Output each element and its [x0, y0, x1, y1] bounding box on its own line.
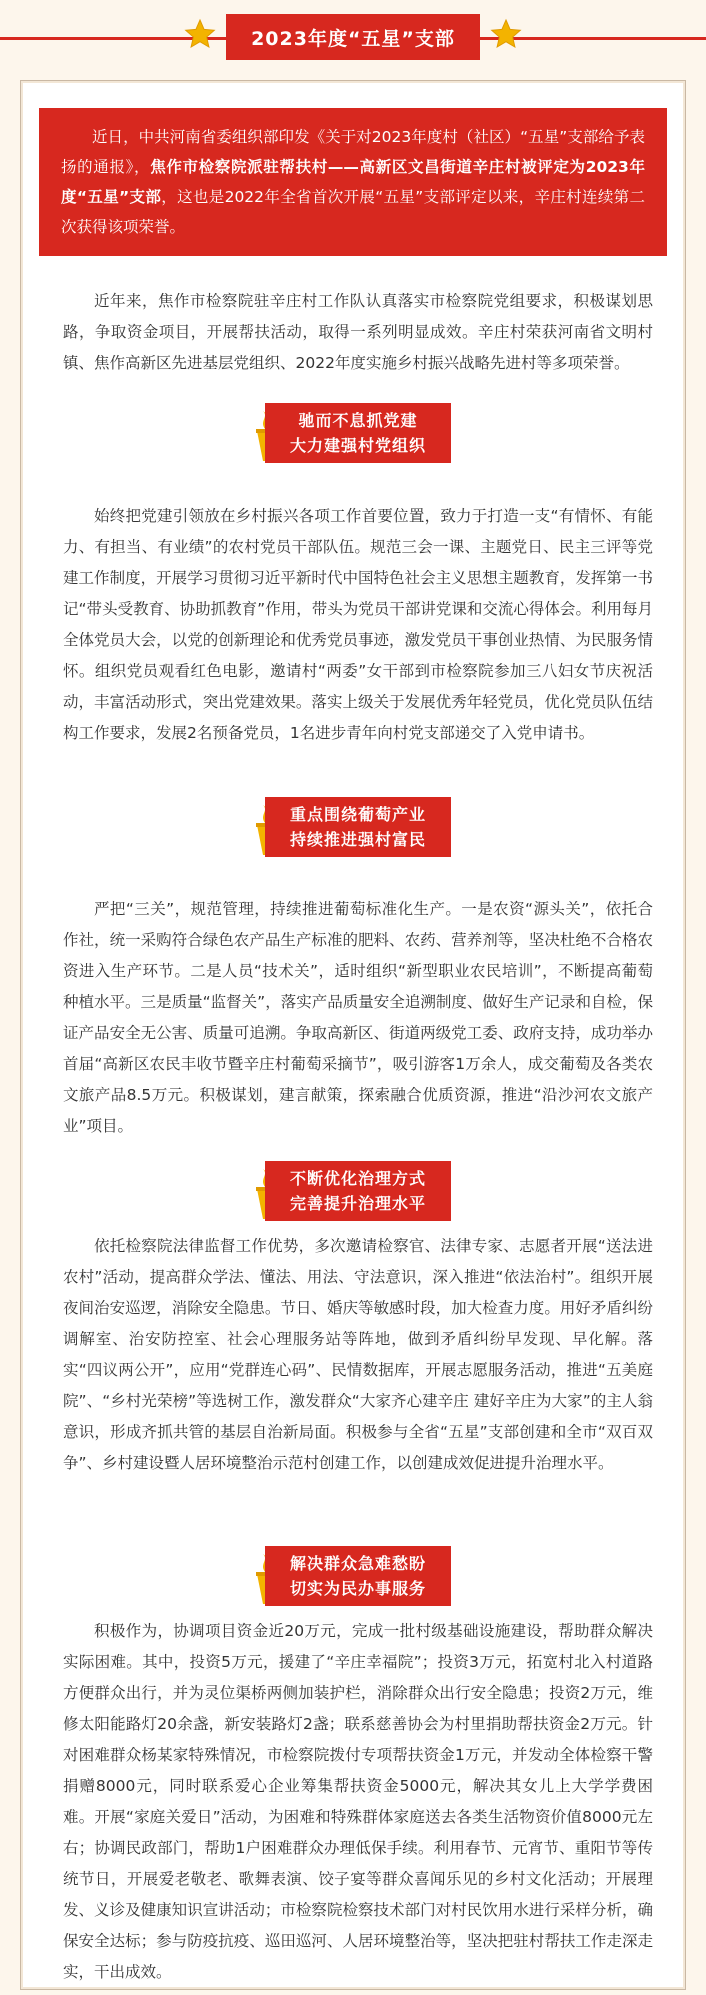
star-icon [490, 18, 522, 50]
section-body-3: 依托检察院法律监督工作优势，多次邀请检察官、法律专家、志愿者开展“送法进农村”活动，提高群众学法、懂法、用法、守法意识，深入推进“依法治村”。组织开展夜间治安巡逻，消除安全隐患。节日、婚庆等敏感时段，加大检查力度。用好矛盾纠纷调解室、治安防控室、社会心理服务站等阵地，做到矛盾纠纷早发现、早化解。落实“四议两公开”，应用“党群连心码”、民情数据库，开展志愿服务活动，推进“五美庭院”、“乡村光荣榜”等选树工作，激发群众“大家齐心建辛庄 建好辛庄为大家”的主人翁意识，形成齐抓共管的基层自治新局面。积极参与全省“五星”支部创建和全市“双百双争”、乡村建设暨人居环境整治示范村创建工作，以创建成效促进提升治理水平。 [63, 1237, 653, 1472]
star-icon [184, 18, 216, 50]
lead-paragraph [61, 122, 645, 242]
section-heading-line1: 解决群众急难愁盼 [289, 1554, 426, 1573]
section-body-4: 积极作为，协调项目资金近20万元，完成一批村级基础设施建设，帮助群众解决实际困难。其中，投资5万元，援建了“辛庄幸福院”；投资3万元，拓宽村北入村道路方便群众出行，并为灵位渠桥两侧加装护栏，消除群众出行安全隐患；投资2万元，维修太阳能路灯20余盏，新安装路灯2盏；联系慈善协会为村里捐助帮扶资金2万元。针对困难群众杨某家特殊情况，市检察院拨付专项帮扶资金1万元，并发动全体检察干警捐赠8000元，同时联系爱心企业筹集帮扶资金5000元，解决其女儿上大学学费困难。开展“家庭关爱日”活动，为困难和特殊群体家庭送去各类生活物资价值8000元左右；协调民政部门，帮助1户困难群众办理低保手续。利用春节、元宵节、重阳节等传统节日，开展爱老敬老、歌舞表演、饺子宴等群众喜闻乐见的乡村文化活动；开展理发、义诊及健康知识宣讲活动；市检察院检察技术部门对村民饮用水进行采样分析，确保安全达标；参与防疫抗疫、巡田巡河、人居环境整治等，坚决把驻村帮扶工作走深走实，干出成效。 [63, 1622, 653, 1981]
section-heading-line1: 不断优化治理方式 [289, 1169, 426, 1188]
section-heading-4 [251, 1546, 459, 1606]
section-heading-3 [251, 1161, 459, 1221]
lead-summary-box [39, 108, 667, 256]
section-body-2: 严把“三关”，规范管理，持续推进葡萄标准化生产。一是农资“源头关”，依托合作社，统一采购符合绿色农产品生产标准的肥料、农药、营养剂等，坚决杜绝不合格农资进入生产环节。二是人员“技术关”，适时组织“新型职业农民培训”，不断提高葡萄种植水平。三是质量“监督关”，落实产品质量安全追溯制度、做好生产记录和自检，保证产品安全无公害、质量可追溯。争取高新区、街道两级党工委、政府支持，成功举办首届“高新区农民丰收节暨辛庄村葡萄采摘节”，吸引游客1万余人，成交葡萄及各类农文旅产品8.5万元。积极谋划，建言献策，探索融合优质资源，推进“沿沙河农文旅产业”项目。 [63, 900, 653, 1135]
section-heading-line2: 大力建强村党组织 [289, 436, 426, 455]
section-heading-line1: 重点围绕葡萄产业 [289, 805, 426, 824]
title-banner [0, 0, 706, 80]
lead-text-bold: 焦作市检察院派驻帮扶村——高新区文昌街道辛庄村被评定为2023年度“五星”支部 [61, 158, 645, 206]
section-heading-box [265, 1546, 451, 1606]
page-title: 2023年度“五星”支部 [226, 14, 480, 60]
section-heading-line2: 持续推进强村富民 [289, 830, 426, 849]
section-body-1: 始终把党建引领放在乡村振兴各项工作首要位置，致力于打造一支“有情怀、有能力、有担当、有业绩”的农村党员干部队伍。规范三会一课、主题党日、民主三评等党建工作制度，开展学习贯彻习近平新时代中国特色社会主义思想主题教育，发挥第一书记“带头受教育、协助抓教育”作用，带头为党员干部讲党课和交流心得体会。利用每月全体党员大会，以党的创新理论和优秀党员事迹，激发党员干事创业热情、为民服务情怀。组织党员观看红色电影，邀请村“两委”女干部到市检察院参加三八妇女节庆祝活动，丰富活动形式，突出党建效果。落实上级关于发展优秀年轻党员，优化党员队伍结构工作要求，发展2名预备党员，1名进步青年向村党支部递交了入党申请书。 [63, 507, 653, 742]
lead-text-1: 近日，中共河南省委组织部印发《关于对2023年度村（社区）“五星”支部给予表扬的通报》， [61, 128, 645, 176]
section-heading-2 [251, 797, 459, 857]
section-heading-box [265, 1161, 451, 1221]
section-heading-1 [251, 403, 459, 463]
section-heading-line2: 完善提升治理水平 [289, 1194, 426, 1213]
section-heading-box [265, 403, 451, 463]
section-heading-box [265, 797, 451, 857]
intro-paragraph: 近年来，焦作市检察院驻辛庄村工作队认真落实市检察院党组要求，积极谋划思路，争取资金项目，开展帮扶活动，取得一系列明显成效。辛庄村荣获河南省文明村镇、焦作高新区先进基层党组织、2022年度实施乡村振兴战略先进村等多项荣誉。 [63, 292, 653, 372]
article-card [20, 80, 686, 1990]
lead-text-3: ，这也是2022年全省首次开展“五星”支部评定以来，辛庄村连续第二次获得该项荣誉。 [61, 188, 645, 236]
section-heading-line2: 切实为民办事服务 [289, 1579, 426, 1598]
section-heading-line1: 驰而不息抓党建 [298, 411, 418, 430]
